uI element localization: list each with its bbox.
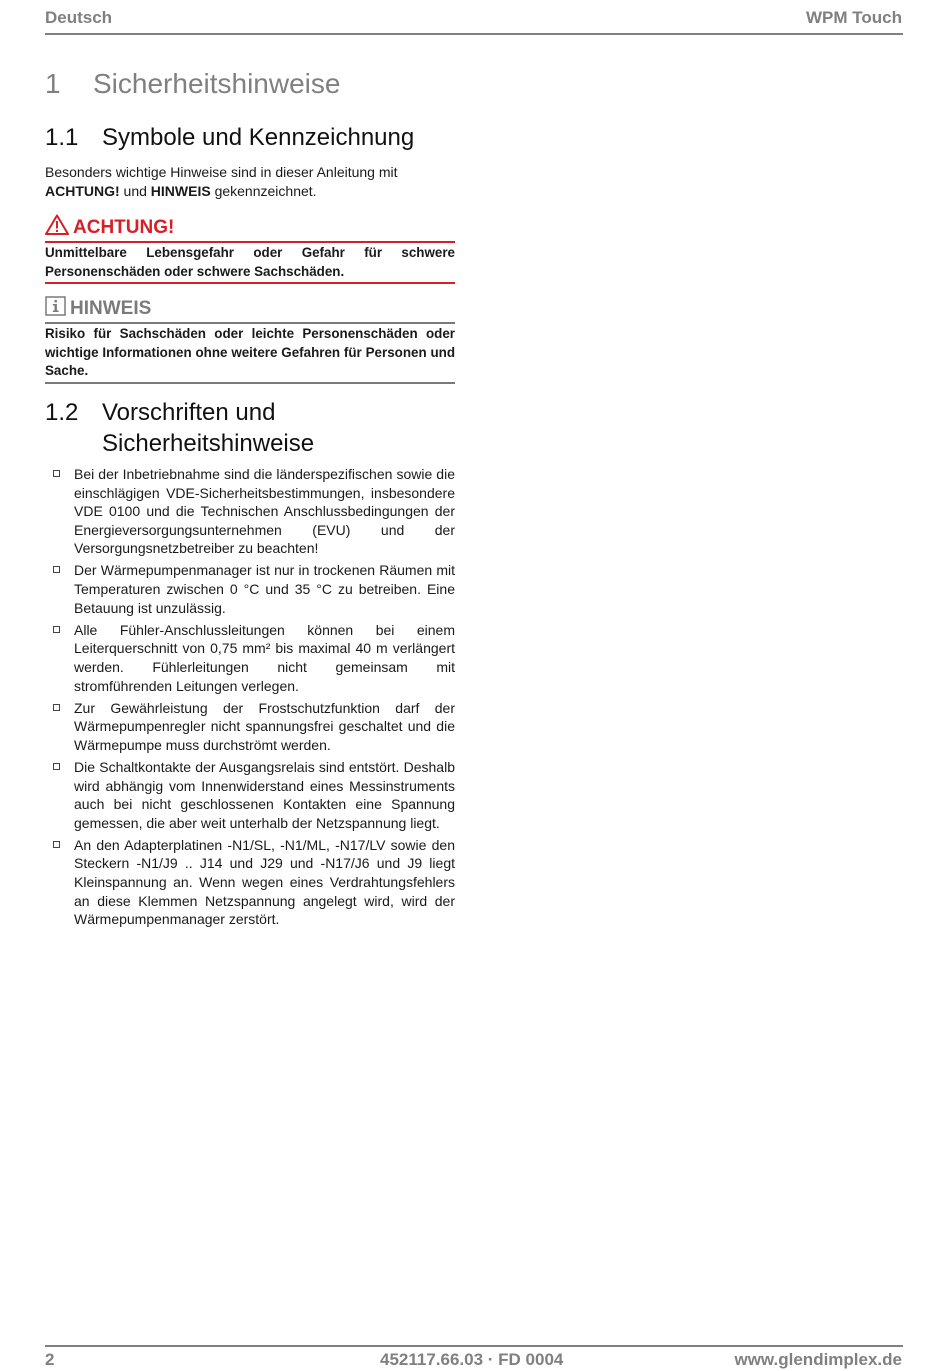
square-bullet-icon (53, 841, 60, 848)
section-1-heading (45, 68, 340, 100)
list-item-text: Die Schaltkontakte der Ausgangsrelais sind entstört. Deshalb wird abhängig vom Innenwiderstand eines Messinstruments auch bei nicht geschlossenen Kontakten eine Spannung gemessen, die aber weit unterhalb der Netzspannung liegt. (74, 758, 455, 831)
list-item-text: An den Adapterplatinen -N1/SL, -N1/ML, -N17/LV sowie den Steckern -N1/J9 .. J14 und J29 und -N17/J6 und J9 liegt Kleinspannung an. Wenn wegen eines Verdrahtungsfehlers an diese Klemmen Netzspannung angelegt wird, wird der Wärmepumpenmanager zerstört. (74, 836, 455, 928)
list-item (45, 561, 455, 617)
footer-divider (45, 1345, 903, 1347)
warning-title: ACHTUNG! (73, 216, 175, 238)
list-item-text: Alle Fühler-Anschlussleitungen können bei einem Leiterquerschnitt von 0,75 mm² bis maximal 40 m verlängert werden. Fühlerleitungen nicht gemeinsam mit stromführenden Leitungen verlegen. (74, 621, 455, 694)
square-bullet-icon (53, 704, 60, 711)
note-text: Risiko für Sachschäden oder leichte Personenschäden oder wichtige Informationen ohne weitere Gefahren für Personen und Sache. (45, 326, 455, 378)
warning-box (45, 214, 455, 284)
square-bullet-icon (53, 763, 60, 770)
header-divider (45, 33, 903, 35)
warning-triangle-icon (45, 214, 69, 241)
note-box (45, 296, 455, 384)
list-item-text: Der Wärmepumpenmanager ist nur in trockenen Räumen mit Temperaturen zwischen 0 °C und 35 °C zu betreiben. Eine Betauung ist unzulässig. (74, 562, 455, 616)
section-1-title: Sicherheitshinweise (93, 68, 341, 99)
list-item (45, 621, 455, 695)
list-item-text: Bei der Inbetriebnahme sind die länderspezifischen sowie die einschlägigen VDE-Sicherheitsbestimmungen, insbesondere VDE 0100 und die Technischen Anschlussbedingungen der Energieversorgungsunternehmen (EVU) und der Versorgungsnetzbetreiber zu beachten! (74, 466, 455, 557)
note-title-row (45, 296, 455, 322)
section-1-1-number: 1.1 (45, 124, 79, 151)
doc-number: 452117.66.03 · FD 0004 (380, 1350, 564, 1369)
note-title: HINWEIS (70, 298, 152, 319)
section-1-2-title-line1: Vorschriften und (102, 399, 276, 426)
intro-paragraph (45, 163, 455, 201)
warning-text: Unmittelbare Lebensgefahr oder Gefahr für schwere Personenschäden oder schwere Sachschäden. (45, 245, 455, 279)
header-language: Deutsch (45, 8, 113, 27)
section-1-1-heading (45, 124, 414, 152)
square-bullet-icon (53, 470, 60, 477)
header-product: WPM Touch (806, 8, 902, 27)
section-1-number: 1 (45, 68, 61, 99)
section-1-2-heading (45, 397, 314, 459)
list-item-text: Zur Gewährleistung der Frostschutzfunktion darf der Wärmepumpenregler nicht spannungsfrei geschaltet und die Wärmepumpe muss durchströmt werden. (74, 699, 455, 753)
list-item (45, 699, 455, 755)
section-1-2-number: 1.2 (45, 399, 79, 426)
safety-list (45, 465, 455, 932)
list-item (45, 836, 455, 929)
intro-text: Besonders wichtige Hinweise sind in dieser Anleitung mit ACHTUNG! und HINWEIS gekennzeichnet. (45, 164, 398, 199)
warning-bottom-rule (45, 282, 455, 284)
section-1-1-title: Symbole und Kennzeichnung (102, 124, 415, 151)
note-bottom-rule (45, 382, 455, 384)
list-item (45, 758, 455, 832)
list-item (45, 465, 455, 558)
page-number: 2 (45, 1350, 55, 1369)
warning-title-row (45, 214, 455, 241)
square-bullet-icon (53, 626, 60, 633)
website-link[interactable]: www.glendimplex.de (734, 1350, 902, 1369)
info-icon (45, 296, 66, 322)
square-bullet-icon (53, 566, 60, 573)
section-1-2-title-line2: Sicherheitshinweise (102, 430, 315, 457)
